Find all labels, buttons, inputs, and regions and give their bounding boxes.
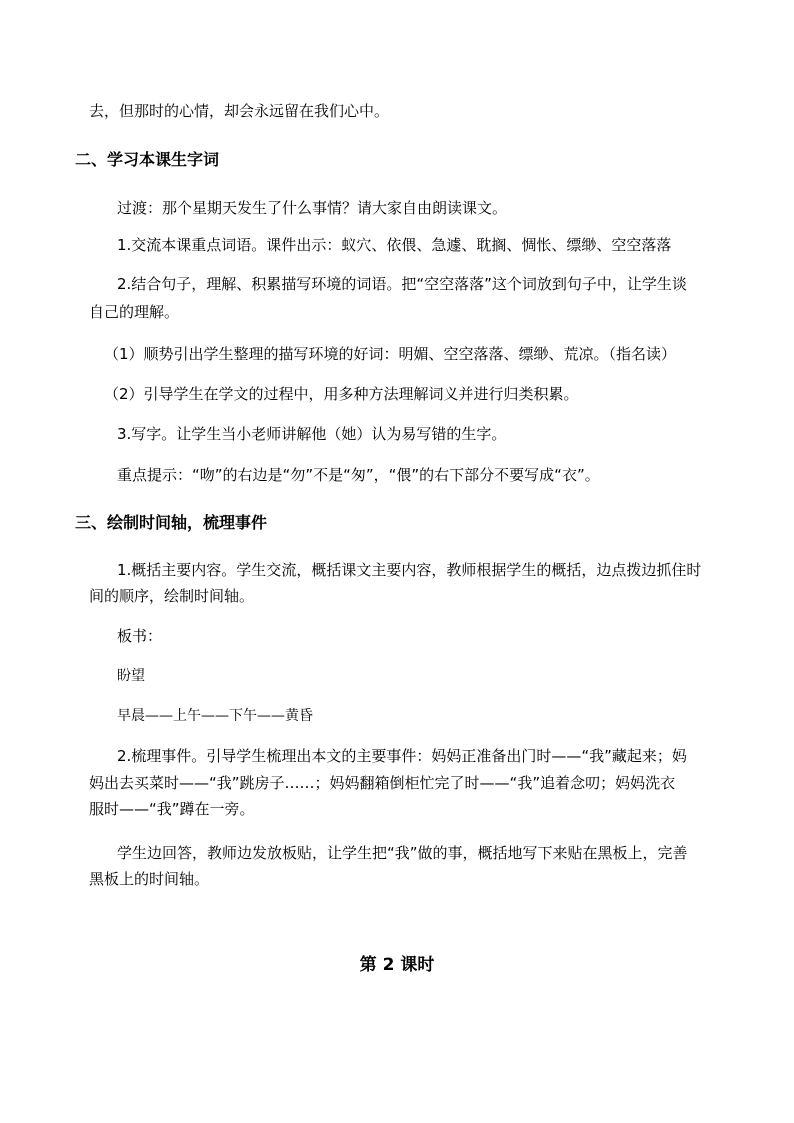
vocab-item-3: 3.写字。让学生当小老师讲解他（她）认为易写错的生字。: [117, 425, 507, 443]
vocab-item-1: 1.交流本课重点词语。课件出示：蚁穴、依偎、急遽、耽搁、惆怅、缥缈、空空落落: [117, 236, 672, 254]
timeline-item-1-line-1: 1.概括主要内容。学生交流，概括课文主要内容，教师根据学生的概括，边点拨边抓住时: [117, 561, 702, 579]
events-item-3-line-2: 黑板上的时间轴。: [89, 870, 210, 888]
board-timeline: 早晨——上午——下午——黄昏: [117, 708, 313, 724]
events-item-2-line-3: 服时——“我”蹲在一旁。: [89, 800, 255, 818]
writing-tip: 重点提示：“吻”的右边是“勿”不是“匆”，“偎”的右下部分不要写成“衣”。: [117, 466, 600, 484]
vocab-item-2-line-1: 2.结合句子，理解、积累描写环境的词语。把“空空落落”这个词放到句子中，让学生谈: [117, 275, 687, 293]
intro-line: 去，但那时的心情，却会永远留在我们心中。: [89, 102, 390, 120]
section-heading-vocabulary: 二、学习本课生字词: [75, 150, 220, 169]
events-item-2-line-1: 2.梳理事件。引导学生梳理出本文的主要事件：妈妈正准备出门时——“我”藏起来；妈: [117, 747, 687, 765]
events-item-2-line-2: 妈出去买菜时——“我”跳房子……；妈妈翻箱倒柜忙完了时——“我”追着念叨；妈妈洗衣: [89, 774, 676, 792]
vocab-item-2-line-2: 自己的理解。: [89, 303, 180, 321]
transition-text: 过渡：那个星期天发生了什么事情？请大家自由朗读课文。: [117, 199, 508, 217]
section-heading-timeline: 三、绘制时间轴，梳理事件: [75, 513, 268, 532]
lesson-title: 第 2 课时: [359, 955, 435, 975]
timeline-item-1-line-2: 间的顺序，绘制时间轴。: [89, 587, 255, 605]
events-item-3-line-1: 学生边回答，教师边发放板贴，让学生把“我”做的事，概括地写下来贴在黑板上，完善: [117, 844, 688, 862]
vocab-sub-item-2: （2）引导学生在学文的过程中，用多种方法理解词义并进行归类积累。: [104, 385, 579, 403]
vocab-sub-item-1: （1）顺势引出学生整理的描写环境的好词：明媚、空空落落、缥缈、荒凉。（指名读）: [104, 345, 677, 363]
board-title: 盼望: [117, 668, 145, 684]
board-label: 板书：: [117, 627, 163, 645]
